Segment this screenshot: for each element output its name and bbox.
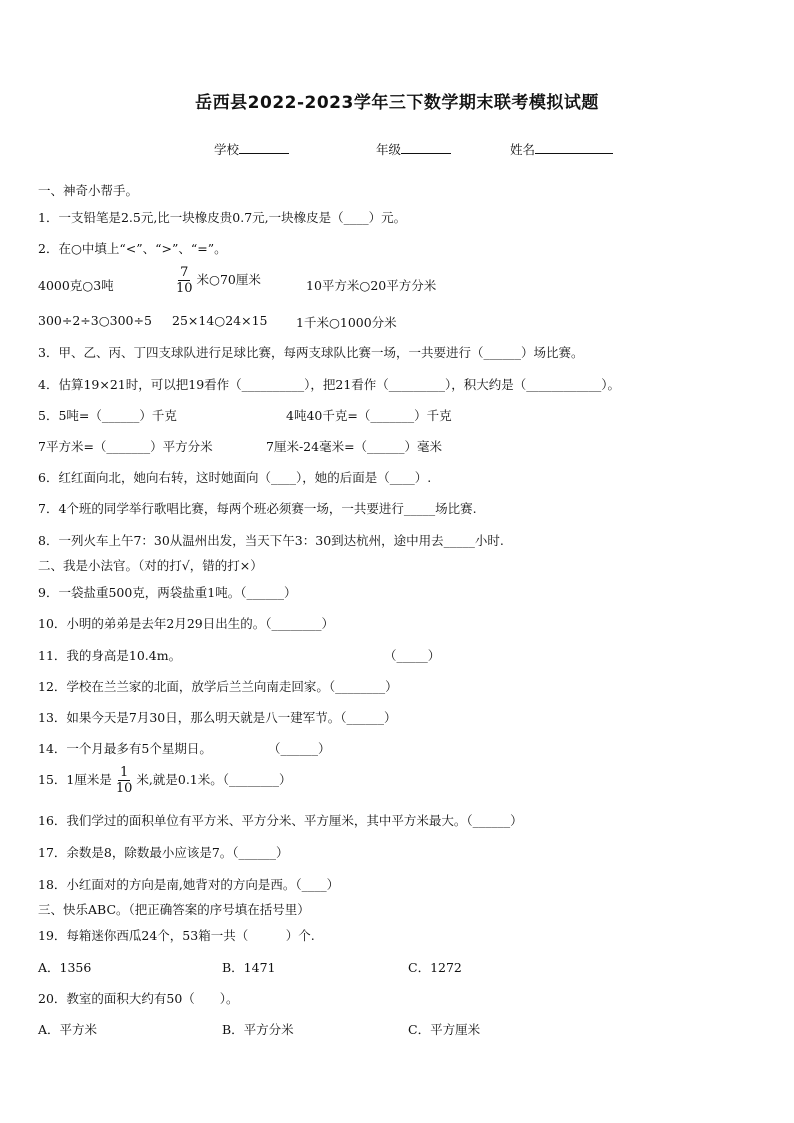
name-blank[interactable] xyxy=(535,140,613,154)
question-14: 14．一个月最多有5个星期日。 xyxy=(38,741,212,756)
question-20: 20．教室的面积大约有50（ ）。 xyxy=(38,991,239,1006)
question-2: 2．在○中填上“<”、“>”、“=”。 xyxy=(38,241,227,256)
question-13: 13．如果今天是7月30日，那么明天就是八一建军节。（______） xyxy=(38,710,397,725)
grade-label: 年级 xyxy=(376,142,402,157)
compare-item-d: 300÷2÷3○300÷5 xyxy=(38,313,152,328)
question-8: 8．一列火车上午7：30从温州出发，当天下午3：30到达杭州，途中用去_____小时. xyxy=(38,533,504,548)
question-11-answer: （_____） xyxy=(384,648,441,663)
question-6: 6．红红面向北，她向右转，这时她面向（____），她的后面是（____）. xyxy=(38,470,432,485)
question-4: 4．估算19×21时，可以把19看作（__________），把21看作（_________），积大约是（____________）。 xyxy=(38,377,621,392)
q19-option-b[interactable]: B．1471 xyxy=(222,960,276,975)
name-field xyxy=(510,140,613,158)
fraction-numerator: 1 xyxy=(119,765,129,780)
question-14-answer: （______） xyxy=(268,741,331,756)
fraction-1-10 xyxy=(114,765,135,796)
q19-option-c[interactable]: C．1272 xyxy=(408,960,462,975)
q20-option-b[interactable]: B．平方分米 xyxy=(222,1022,294,1037)
q20-option-a[interactable]: A．平方米 xyxy=(38,1022,98,1037)
question-16: 16．我们学过的面积单位有平方米、平方分米、平方厘米，其中平方米最大。（______） xyxy=(38,813,523,828)
question-1: 1．一支铅笔是2.5元,比一块橡皮贵0.7元,一块橡皮是（____）元。 xyxy=(38,210,407,225)
question-17: 17．余数是8，除数最小应该是7。（______） xyxy=(38,845,289,860)
question-19: 19．每箱迷你西瓜24个，53箱一共（ ）个. xyxy=(38,928,315,943)
question-12: 12．学校在兰兰家的北面，放学后兰兰向南走回家。（________） xyxy=(38,679,398,694)
question-15-post: 米,就是0.1米。（________） xyxy=(136,772,292,787)
name-label: 姓名 xyxy=(510,142,536,157)
compare-item-c: 10平方米○20平方分米 xyxy=(306,278,437,293)
compare-item-a: 4000克○3吨 xyxy=(38,278,114,293)
school-field xyxy=(214,140,289,158)
question-18: 18．小红面对的方向是南,她背对的方向是西。（____） xyxy=(38,877,340,892)
question-15-pre: 15．1厘米是 xyxy=(38,772,112,787)
school-blank[interactable] xyxy=(239,140,289,154)
question-5b: 4吨40千克=（_______）千克 xyxy=(286,408,452,423)
fraction-denominator: 10 xyxy=(115,781,133,796)
page-title: 岳西县2022-2023学年三下数学期末联考模拟试题 xyxy=(195,93,599,113)
compare-item-e: 25×14○24×15 xyxy=(172,313,268,328)
grade-field xyxy=(376,140,451,158)
fraction-7-10 xyxy=(174,265,195,296)
grade-blank[interactable] xyxy=(401,140,451,154)
q19-option-a[interactable]: A．1356 xyxy=(38,960,92,975)
section-heading-3: 三、快乐ABC。（把正确答案的序号填在括号里） xyxy=(38,902,310,917)
question-5d: 7厘米-24毫米=（______）毫米 xyxy=(266,439,443,454)
question-5a: 5．5吨=（______）千克 xyxy=(38,408,177,423)
school-label: 学校 xyxy=(214,142,240,157)
fraction-denominator: 10 xyxy=(176,281,193,296)
question-10: 10．小明的弟弟是去年2月29日出生的。（________） xyxy=(38,616,335,631)
compare-item-b-text: 米○70厘米 xyxy=(196,272,261,287)
compare-item-f: 1千米○1000分米 xyxy=(296,315,397,330)
question-7: 7．4个班的同学举行歌唱比赛，每两个班必须赛一场，一共要进行_____场比赛. xyxy=(38,501,477,516)
question-15 xyxy=(38,765,292,796)
question-11: 11．我的身高是10.4m。 xyxy=(38,648,182,663)
question-5c: 7平方米=（_______）平方分米 xyxy=(38,439,213,454)
q20-option-c[interactable]: C．平方厘米 xyxy=(408,1022,481,1037)
fraction-numerator: 7 xyxy=(180,265,189,280)
question-3: 3．甲、乙、丙、丁四支球队进行足球比赛，每两支球队比赛一场，一共要进行（______）场比赛。 xyxy=(38,345,584,360)
compare-item-b xyxy=(172,265,261,296)
section-heading-1: 一、神奇小帮手。 xyxy=(38,183,139,198)
question-9: 9．一袋盐重500克，两袋盐重1吨。（______） xyxy=(38,585,297,600)
section-heading-2: 二、我是小法官。（对的打√，错的打×） xyxy=(38,558,263,573)
